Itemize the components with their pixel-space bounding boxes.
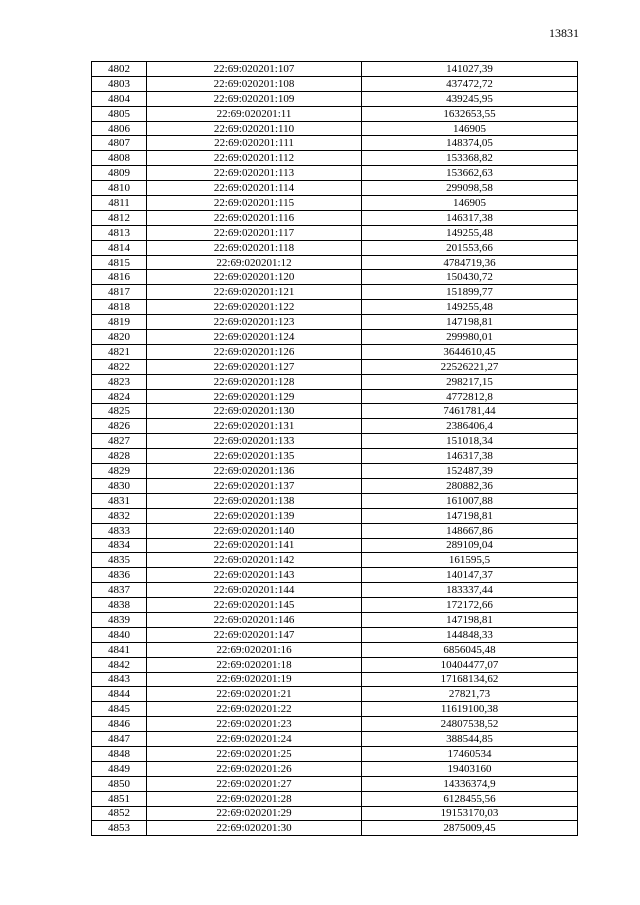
value-cell: 148667,86 [362, 523, 578, 538]
row-number-cell: 4845 [92, 702, 147, 717]
value-cell: 4772812,8 [362, 389, 578, 404]
cadastral-number-cell: 22:69:020201:138 [147, 493, 362, 508]
table-row [92, 419, 578, 434]
value-cell: 183337,44 [362, 583, 578, 598]
value-cell: 22526221,27 [362, 359, 578, 374]
cadastral-number-cell: 22:69:020201:130 [147, 404, 362, 419]
cadastral-number-cell: 22:69:020201:113 [147, 166, 362, 181]
cadastral-number-cell: 22:69:020201:109 [147, 91, 362, 106]
cadastral-number-cell: 22:69:020201:133 [147, 434, 362, 449]
row-number-cell: 4816 [92, 270, 147, 285]
table-row [92, 702, 578, 717]
value-cell: 161595,5 [362, 553, 578, 568]
row-number-cell: 4842 [92, 657, 147, 672]
table-row [92, 389, 578, 404]
cadastral-number-cell: 22:69:020201:121 [147, 285, 362, 300]
value-cell: 2386406,4 [362, 419, 578, 434]
table-row [92, 285, 578, 300]
cadastral-number-cell: 22:69:020201:142 [147, 553, 362, 568]
row-number-cell: 4849 [92, 761, 147, 776]
value-cell: 150430,72 [362, 270, 578, 285]
row-number-cell: 4844 [92, 687, 147, 702]
value-cell: 6128455,56 [362, 791, 578, 806]
row-number-cell: 4836 [92, 568, 147, 583]
cadastral-number-cell: 22:69:020201:115 [147, 196, 362, 211]
value-cell: 146905 [362, 196, 578, 211]
cadastral-number-cell: 22:69:020201:128 [147, 374, 362, 389]
row-number-cell: 4806 [92, 121, 147, 136]
cadastral-number-cell: 22:69:020201:23 [147, 717, 362, 732]
table-row [92, 478, 578, 493]
value-cell: 24807538,52 [362, 717, 578, 732]
value-cell: 140147,37 [362, 568, 578, 583]
table-row [92, 76, 578, 91]
table-row [92, 761, 578, 776]
table-row [92, 538, 578, 553]
value-cell: 144848,33 [362, 627, 578, 642]
cadastral-number-cell: 22:69:020201:131 [147, 419, 362, 434]
row-number-cell: 4831 [92, 493, 147, 508]
row-number-cell: 4826 [92, 419, 147, 434]
row-number-cell: 4815 [92, 255, 147, 270]
value-cell: 153368,82 [362, 151, 578, 166]
value-cell: 27821,73 [362, 687, 578, 702]
value-cell: 149255,48 [362, 225, 578, 240]
row-number-cell: 4853 [92, 821, 147, 836]
row-number-cell: 4813 [92, 225, 147, 240]
value-cell: 151018,34 [362, 434, 578, 449]
table-row [92, 151, 578, 166]
table-row [92, 255, 578, 270]
table-row [92, 717, 578, 732]
value-cell: 439245,95 [362, 91, 578, 106]
row-number-cell: 4819 [92, 315, 147, 330]
cadastral-number-cell: 22:69:020201:146 [147, 612, 362, 627]
data-table [91, 61, 578, 836]
row-number-cell: 4850 [92, 776, 147, 791]
value-cell: 161007,88 [362, 493, 578, 508]
table-row [92, 583, 578, 598]
cadastral-number-cell: 22:69:020201:117 [147, 225, 362, 240]
cadastral-number-cell: 22:69:020201:26 [147, 761, 362, 776]
cadastral-number-cell: 22:69:020201:11 [147, 106, 362, 121]
row-number-cell: 4832 [92, 508, 147, 523]
table-row [92, 240, 578, 255]
cadastral-number-cell: 22:69:020201:124 [147, 330, 362, 345]
table-row [92, 91, 578, 106]
page-number: 13831 [549, 26, 579, 40]
value-cell: 17460534 [362, 746, 578, 761]
row-number-cell: 4802 [92, 62, 147, 77]
value-cell: 153662,63 [362, 166, 578, 181]
value-cell: 2875009,45 [362, 821, 578, 836]
cadastral-number-cell: 22:69:020201:139 [147, 508, 362, 523]
row-number-cell: 4804 [92, 91, 147, 106]
cadastral-number-cell: 22:69:020201:122 [147, 300, 362, 315]
row-number-cell: 4848 [92, 746, 147, 761]
value-cell: 201553,66 [362, 240, 578, 255]
cadastral-number-cell: 22:69:020201:116 [147, 210, 362, 225]
value-cell: 11619100,38 [362, 702, 578, 717]
table-row [92, 300, 578, 315]
cadastral-number-cell: 22:69:020201:112 [147, 151, 362, 166]
value-cell: 19403160 [362, 761, 578, 776]
cadastral-number-cell: 22:69:020201:144 [147, 583, 362, 598]
value-cell: 141027,39 [362, 62, 578, 77]
cadastral-number-cell: 22:69:020201:16 [147, 642, 362, 657]
table-row [92, 612, 578, 627]
row-number-cell: 4823 [92, 374, 147, 389]
cadastral-number-cell: 22:69:020201:21 [147, 687, 362, 702]
table-row [92, 121, 578, 136]
row-number-cell: 4847 [92, 732, 147, 747]
cadastral-number-cell: 22:69:020201:27 [147, 776, 362, 791]
value-cell: 147198,81 [362, 508, 578, 523]
table-row [92, 374, 578, 389]
table-row [92, 791, 578, 806]
table-row [92, 806, 578, 821]
table-row [92, 598, 578, 613]
cadastral-number-cell: 22:69:020201:19 [147, 672, 362, 687]
table-row [92, 166, 578, 181]
table-row [92, 270, 578, 285]
table-row [92, 642, 578, 657]
cadastral-number-cell: 22:69:020201:137 [147, 478, 362, 493]
row-number-cell: 4818 [92, 300, 147, 315]
table-row [92, 449, 578, 464]
cadastral-number-cell: 22:69:020201:147 [147, 627, 362, 642]
row-number-cell: 4808 [92, 151, 147, 166]
value-cell: 146905 [362, 121, 578, 136]
cadastral-number-cell: 22:69:020201:143 [147, 568, 362, 583]
table-row [92, 687, 578, 702]
table-row [92, 225, 578, 240]
cadastral-number-cell: 22:69:020201:145 [147, 598, 362, 613]
table-row [92, 315, 578, 330]
row-number-cell: 4822 [92, 359, 147, 374]
value-cell: 147198,81 [362, 612, 578, 627]
table-row [92, 523, 578, 538]
cadastral-number-cell: 22:69:020201:110 [147, 121, 362, 136]
value-cell: 146317,38 [362, 210, 578, 225]
cadastral-number-cell: 22:69:020201:29 [147, 806, 362, 821]
row-number-cell: 4835 [92, 553, 147, 568]
table-row [92, 568, 578, 583]
cadastral-number-cell: 22:69:020201:24 [147, 732, 362, 747]
value-cell: 437472,72 [362, 76, 578, 91]
table-row [92, 553, 578, 568]
table-row [92, 181, 578, 196]
value-cell: 17168134,62 [362, 672, 578, 687]
row-number-cell: 4827 [92, 434, 147, 449]
value-cell: 14336374,9 [362, 776, 578, 791]
row-number-cell: 4805 [92, 106, 147, 121]
value-cell: 19153170,03 [362, 806, 578, 821]
cadastral-number-cell: 22:69:020201:108 [147, 76, 362, 91]
cadastral-number-cell: 22:69:020201:120 [147, 270, 362, 285]
row-number-cell: 4833 [92, 523, 147, 538]
value-cell: 148374,05 [362, 136, 578, 151]
row-number-cell: 4828 [92, 449, 147, 464]
row-number-cell: 4852 [92, 806, 147, 821]
value-cell: 299980,01 [362, 330, 578, 345]
table-row [92, 106, 578, 121]
table-row [92, 196, 578, 211]
value-cell: 152487,39 [362, 464, 578, 479]
cadastral-number-cell: 22:69:020201:18 [147, 657, 362, 672]
cadastral-number-cell: 22:69:020201:135 [147, 449, 362, 464]
table-row [92, 464, 578, 479]
table-row [92, 672, 578, 687]
table-row [92, 404, 578, 419]
value-cell: 4784719,36 [362, 255, 578, 270]
row-number-cell: 4841 [92, 642, 147, 657]
row-number-cell: 4837 [92, 583, 147, 598]
row-number-cell: 4821 [92, 344, 147, 359]
value-cell: 299098,58 [362, 181, 578, 196]
row-number-cell: 4829 [92, 464, 147, 479]
table-row [92, 776, 578, 791]
table-row [92, 330, 578, 345]
cadastral-number-cell: 22:69:020201:123 [147, 315, 362, 330]
table-row [92, 821, 578, 836]
cadastral-number-cell: 22:69:020201:111 [147, 136, 362, 151]
row-number-cell: 4807 [92, 136, 147, 151]
cadastral-number-cell: 22:69:020201:140 [147, 523, 362, 538]
cadastral-number-cell: 22:69:020201:25 [147, 746, 362, 761]
table-row [92, 359, 578, 374]
table-row [92, 746, 578, 761]
cadastral-number-cell: 22:69:020201:22 [147, 702, 362, 717]
row-number-cell: 4803 [92, 76, 147, 91]
row-number-cell: 4809 [92, 166, 147, 181]
table-row [92, 344, 578, 359]
cadastral-number-cell: 22:69:020201:12 [147, 255, 362, 270]
value-cell: 151899,77 [362, 285, 578, 300]
cadastral-number-cell: 22:69:020201:114 [147, 181, 362, 196]
cadastral-number-cell: 22:69:020201:28 [147, 791, 362, 806]
value-cell: 289109,04 [362, 538, 578, 553]
value-cell: 146317,38 [362, 449, 578, 464]
value-cell: 10404477,07 [362, 657, 578, 672]
value-cell: 280882,36 [362, 478, 578, 493]
cadastral-number-cell: 22:69:020201:107 [147, 62, 362, 77]
cadastral-number-cell: 22:69:020201:30 [147, 821, 362, 836]
value-cell: 3644610,45 [362, 344, 578, 359]
cadastral-number-cell: 22:69:020201:136 [147, 464, 362, 479]
table-row [92, 434, 578, 449]
table-row [92, 136, 578, 151]
table-body [92, 62, 578, 836]
value-cell: 6856045,48 [362, 642, 578, 657]
row-number-cell: 4825 [92, 404, 147, 419]
value-cell: 298217,15 [362, 374, 578, 389]
value-cell: 172172,66 [362, 598, 578, 613]
row-number-cell: 4839 [92, 612, 147, 627]
value-cell: 1632653,55 [362, 106, 578, 121]
table-row [92, 210, 578, 225]
row-number-cell: 4851 [92, 791, 147, 806]
table-row [92, 732, 578, 747]
cadastral-number-cell: 22:69:020201:141 [147, 538, 362, 553]
cadastral-number-cell: 22:69:020201:129 [147, 389, 362, 404]
value-cell: 147198,81 [362, 315, 578, 330]
row-number-cell: 4840 [92, 627, 147, 642]
row-number-cell: 4811 [92, 196, 147, 211]
row-number-cell: 4824 [92, 389, 147, 404]
row-number-cell: 4834 [92, 538, 147, 553]
cadastral-number-cell: 22:69:020201:127 [147, 359, 362, 374]
row-number-cell: 4830 [92, 478, 147, 493]
row-number-cell: 4812 [92, 210, 147, 225]
row-number-cell: 4838 [92, 598, 147, 613]
table-row [92, 657, 578, 672]
row-number-cell: 4814 [92, 240, 147, 255]
table-row [92, 508, 578, 523]
value-cell: 7461781,44 [362, 404, 578, 419]
table-row [92, 627, 578, 642]
row-number-cell: 4820 [92, 330, 147, 345]
cadastral-number-cell: 22:69:020201:126 [147, 344, 362, 359]
cadastral-number-cell: 22:69:020201:118 [147, 240, 362, 255]
row-number-cell: 4810 [92, 181, 147, 196]
value-cell: 149255,48 [362, 300, 578, 315]
row-number-cell: 4817 [92, 285, 147, 300]
value-cell: 388544,85 [362, 732, 578, 747]
row-number-cell: 4846 [92, 717, 147, 732]
row-number-cell: 4843 [92, 672, 147, 687]
table-row [92, 493, 578, 508]
table-row [92, 62, 578, 77]
